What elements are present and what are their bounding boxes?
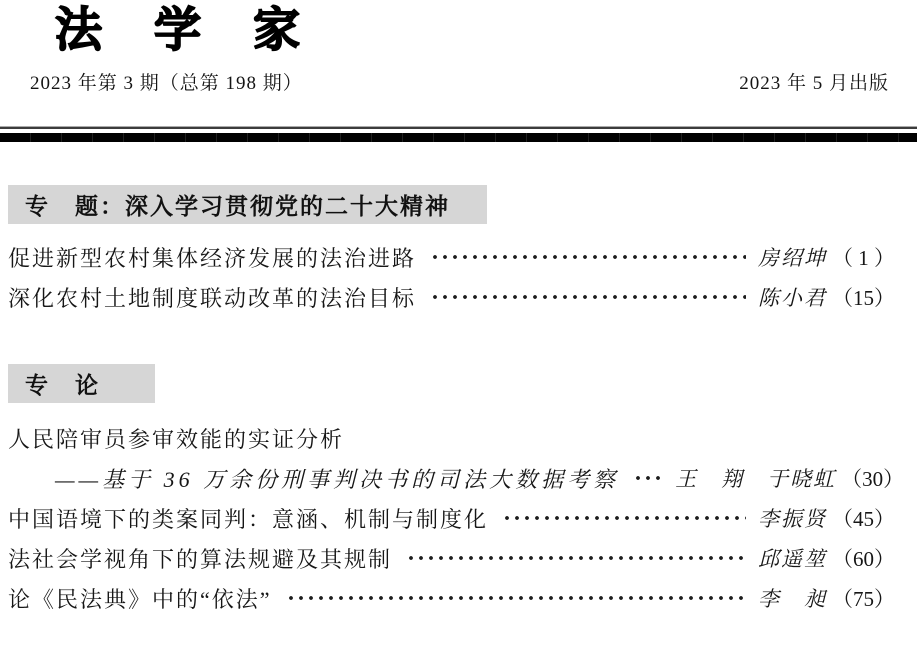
dot-leader xyxy=(633,458,663,498)
issue-row xyxy=(30,72,889,96)
masthead xyxy=(0,2,917,96)
article-page-number: （15） xyxy=(832,286,895,310)
toc-entry xyxy=(0,277,917,317)
section-header-label: 专 论 xyxy=(25,372,100,398)
article-page-number: （75） xyxy=(832,587,895,611)
divider-thin-rule xyxy=(0,126,917,129)
dot-leader xyxy=(286,578,746,618)
section-monographs xyxy=(0,364,917,618)
toc-entry-subtitle-line xyxy=(0,458,917,498)
journal-title: 法学家 xyxy=(55,3,352,56)
article-authors: 陈小君 xyxy=(758,286,827,310)
article-title: 深化农村土地制度联动改革的法治目标 xyxy=(8,285,417,311)
article-subtitle: ——基于 36 万余份刑事判决书的司法大数据考察 xyxy=(55,466,620,492)
dot-leader xyxy=(430,277,746,317)
toc-entry xyxy=(0,578,917,618)
article-page-number: （ 1 ） xyxy=(832,246,895,270)
article-page-number: （30） xyxy=(841,467,905,491)
article-authors: 李振贤 xyxy=(758,507,827,531)
section-header-label: 专 题：深入学习贯彻党的二十大精神 xyxy=(25,193,450,219)
section-header-topic xyxy=(8,185,487,224)
article-page-number: （60） xyxy=(832,547,895,571)
article-title: 论《民法典》中的“依法” xyxy=(8,586,272,612)
dot-leader xyxy=(430,237,746,277)
article-title: 法社会学视角下的算法规避及其规制 xyxy=(8,546,393,572)
article-title: 中国语境下的类案同判：意涵、机制与制度化 xyxy=(8,506,489,532)
section-special-topic xyxy=(0,185,917,317)
table-of-contents xyxy=(0,185,917,618)
publish-info: 2023 年 5 月出版 xyxy=(739,73,889,94)
issue-info: 2023 年第 3 期（总第 198 期） xyxy=(30,73,303,94)
article-authors: 房绍坤 xyxy=(758,246,827,270)
dot-leader xyxy=(406,538,746,578)
article-title: 人民陪审员参审效能的实证分析 xyxy=(8,426,345,452)
section-entries xyxy=(0,418,917,618)
article-title: 促进新型农村集体经济发展的法治进路 xyxy=(8,245,417,271)
dot-leader xyxy=(502,498,746,538)
toc-entry-title-line xyxy=(0,418,917,458)
toc-entry xyxy=(0,538,917,578)
article-page-number: （45） xyxy=(832,507,895,531)
section-entries xyxy=(0,237,917,317)
section-header-monographs xyxy=(8,364,155,403)
divider-thick-rule xyxy=(0,133,917,142)
toc-entry xyxy=(0,237,917,277)
article-authors: 李 昶 xyxy=(758,587,827,611)
article-authors: 王 翔 于晓虹 xyxy=(675,467,837,491)
article-authors: 邱遥堃 xyxy=(758,547,827,571)
toc-entry xyxy=(0,498,917,538)
